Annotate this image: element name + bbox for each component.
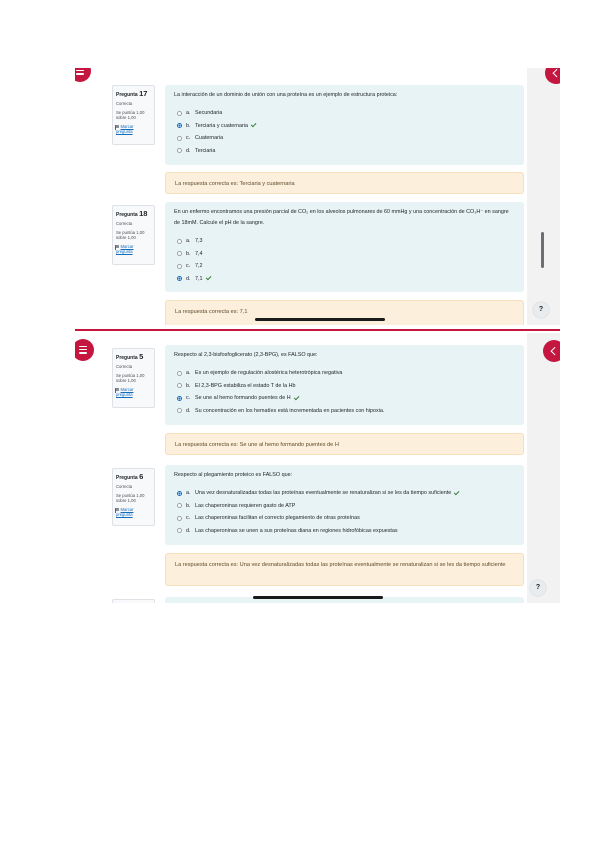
check-icon bbox=[205, 275, 211, 281]
answer-list bbox=[174, 107, 515, 157]
chevron-left-icon bbox=[551, 347, 559, 355]
answer-radio[interactable] bbox=[177, 276, 182, 281]
answer-letter: d. bbox=[186, 527, 191, 534]
answer-option[interactable] bbox=[174, 145, 515, 158]
answer-radio[interactable] bbox=[177, 383, 182, 388]
answer-option[interactable] bbox=[174, 525, 515, 538]
answer-feedback: La respuesta correcta es: Una vez desnaturalizadas todas las proteínas eventualmente se renaturalizan si se les da tiempo suficiente bbox=[165, 553, 524, 586]
answer-letter: a. bbox=[186, 110, 191, 117]
flag-label: Marcar pregunta bbox=[116, 243, 134, 254]
answer-text: 7,1 bbox=[195, 275, 203, 282]
answer-radio[interactable] bbox=[177, 396, 182, 401]
question-grade: Se puntúa 1,00 sobre 1,00 bbox=[116, 372, 145, 383]
question-text: En un enfermo encontramos una presión parcial de CO₂ en los alveolos pulmonares de 60 mmHg y una concentración de CO₃H⁻ en sangre de 18mM. Calcule el pH de la sangre. bbox=[174, 209, 509, 226]
check-icon bbox=[293, 394, 299, 400]
answer-feedback: La respuesta correcta es: Se une al hemo formando puentes de H bbox=[165, 433, 524, 455]
question-number bbox=[116, 210, 151, 219]
answer-letter: b. bbox=[186, 502, 191, 509]
answer-option[interactable] bbox=[174, 512, 515, 525]
flag-icon bbox=[116, 388, 119, 391]
answer-text: Cuaternaria bbox=[195, 135, 224, 142]
answer-text: 7,2 bbox=[195, 263, 203, 270]
answer-radio[interactable] bbox=[177, 528, 182, 533]
question-text: Respecto al 2,3-bisfosfoglicerato (2,3-BPG), es FALSO que: bbox=[174, 352, 318, 358]
page-side-strip bbox=[527, 333, 560, 603]
answer-text: Terciaria bbox=[195, 147, 216, 154]
answer-option[interactable] bbox=[174, 380, 515, 393]
question-state: Correcta bbox=[116, 221, 133, 226]
answer-text: El 2,3-BPG estabiliza el estado T de la Hb bbox=[195, 382, 296, 389]
answer-letter: d. bbox=[186, 275, 191, 282]
question-content bbox=[165, 202, 524, 292]
question-state: Correcta bbox=[116, 101, 133, 106]
answer-radio[interactable] bbox=[177, 239, 182, 244]
answer-text: Se une al hemo formando puentes de H bbox=[195, 395, 291, 402]
question-info bbox=[112, 85, 155, 145]
answer-option[interactable] bbox=[174, 367, 515, 380]
answer-list bbox=[174, 487, 515, 537]
question-state: Correcta bbox=[116, 364, 133, 369]
question-content bbox=[165, 465, 524, 545]
answer-text: Secundaria bbox=[195, 110, 223, 117]
answer-text: Las chaperoninas requieren gasto de ATP bbox=[195, 502, 296, 509]
flag-question-link[interactable] bbox=[116, 387, 151, 398]
menu-icon bbox=[79, 346, 87, 354]
answer-letter: c. bbox=[186, 263, 191, 270]
answer-list bbox=[174, 367, 515, 417]
chevron-left-icon bbox=[553, 69, 560, 77]
question-text: La interacción de un dominio de unión con una proteína es un ejemplo de estructura proteica: bbox=[174, 92, 398, 98]
page-side-strip bbox=[527, 68, 560, 325]
screenshot-divider bbox=[75, 329, 560, 331]
drawer-toggle-button[interactable] bbox=[75, 68, 91, 82]
answer-option[interactable] bbox=[174, 248, 515, 261]
answer-radio[interactable] bbox=[177, 516, 182, 521]
answer-letter: c. bbox=[186, 135, 191, 142]
answer-text: 7,3 bbox=[195, 238, 203, 245]
flag-icon bbox=[116, 508, 119, 511]
help-button[interactable]: ? bbox=[530, 580, 546, 596]
answer-letter: d. bbox=[186, 407, 191, 414]
answer-radio[interactable] bbox=[177, 503, 182, 508]
question-content bbox=[165, 85, 524, 165]
quiz-review-screenshot-1 bbox=[75, 68, 560, 325]
scrollbar-thumb[interactable] bbox=[541, 232, 544, 268]
answer-text: Su concentración en los hematíes está incrementada en pacientes con hipoxia. bbox=[195, 407, 385, 414]
flag-question-link[interactable] bbox=[116, 124, 151, 135]
answer-text: Es un ejemplo de regulación alostérica heterotrópica negativa bbox=[195, 370, 343, 377]
question-label: Pregunta bbox=[116, 212, 138, 218]
check-icon bbox=[454, 489, 460, 495]
answer-radio[interactable] bbox=[177, 123, 182, 128]
question-info-partial bbox=[112, 599, 155, 603]
answer-text: 7,4 bbox=[195, 250, 203, 257]
home-indicator bbox=[255, 318, 385, 321]
question-info bbox=[112, 205, 155, 265]
answer-radio[interactable] bbox=[177, 251, 182, 256]
question-label: Pregunta bbox=[116, 92, 138, 98]
home-indicator bbox=[253, 596, 383, 599]
question-number-value: 6 bbox=[139, 472, 144, 481]
answer-radio[interactable] bbox=[177, 408, 182, 413]
answer-option[interactable] bbox=[174, 500, 515, 513]
answer-text: Las chaperoninas facilitan el correcto plegamiento de otras proteínas bbox=[195, 515, 360, 522]
check-icon bbox=[251, 122, 257, 128]
answer-letter: c. bbox=[186, 395, 191, 402]
answer-radio[interactable] bbox=[177, 148, 182, 153]
answer-letter: b. bbox=[186, 250, 191, 257]
flag-icon bbox=[116, 125, 119, 128]
answer-option[interactable] bbox=[174, 107, 515, 120]
answer-radio[interactable] bbox=[177, 371, 182, 376]
answer-radio[interactable] bbox=[177, 136, 182, 141]
question-number-value: 17 bbox=[139, 89, 148, 98]
answer-option[interactable] bbox=[174, 392, 515, 405]
answer-feedback: La respuesta correcta es: 7,1 bbox=[165, 300, 524, 325]
question-text: Respecto al plegamiento proteico es FALSO que: bbox=[174, 472, 293, 478]
answer-letter: a. bbox=[186, 370, 191, 377]
flag-question-link[interactable] bbox=[116, 507, 151, 518]
answer-letter: a. bbox=[186, 238, 191, 245]
answer-feedback: La respuesta correcta es: Terciaria y cuaternaria bbox=[165, 172, 524, 194]
answer-option[interactable] bbox=[174, 235, 515, 248]
answer-text: Terciaria y cuaternaria bbox=[195, 122, 249, 129]
answer-list bbox=[174, 235, 515, 285]
answer-option[interactable] bbox=[174, 273, 515, 286]
question-info bbox=[112, 468, 155, 526]
answer-letter: d. bbox=[186, 147, 191, 154]
flag-label: Marcar pregunta bbox=[116, 123, 134, 134]
drawer-toggle-button[interactable] bbox=[75, 339, 94, 361]
question-number-value: 18 bbox=[139, 209, 148, 218]
question-content bbox=[165, 345, 524, 425]
question-number-value: 5 bbox=[139, 352, 144, 361]
answer-option[interactable] bbox=[174, 120, 515, 133]
answer-letter: c. bbox=[186, 515, 191, 522]
question-grade: Se puntúa 1,00 sobre 1,00 bbox=[116, 229, 145, 240]
question-number bbox=[116, 473, 151, 482]
question-info bbox=[112, 348, 155, 408]
answer-radio[interactable] bbox=[177, 111, 182, 116]
question-state: Correcta bbox=[116, 484, 133, 489]
question-grade: Se puntúa 1,00 sobre 1,00 bbox=[116, 492, 145, 503]
answer-option[interactable] bbox=[174, 405, 515, 418]
drawer-close-button[interactable] bbox=[543, 340, 560, 362]
answer-option[interactable] bbox=[174, 260, 515, 273]
answer-radio[interactable] bbox=[177, 491, 182, 496]
menu-icon bbox=[76, 68, 84, 75]
flag-question-link[interactable] bbox=[116, 244, 151, 255]
question-grade: Se puntúa 1,00 sobre 1,00 bbox=[116, 109, 145, 120]
question-number bbox=[116, 90, 151, 99]
flag-label: Marcar pregunta bbox=[116, 386, 134, 397]
quiz-review-screenshot-2 bbox=[75, 333, 560, 603]
question-number bbox=[116, 353, 151, 362]
answer-text: Una vez desnaturalizadas todas las proteínas eventualmente se renaturalizan si se les da tiempo suficiente bbox=[195, 490, 452, 497]
question-label: Pregunta bbox=[116, 355, 138, 361]
answer-option[interactable] bbox=[174, 132, 515, 145]
flag-icon bbox=[116, 245, 119, 248]
answer-letter: a. bbox=[186, 490, 191, 497]
answer-text: Las chaperoninas se unen a sus proteínas diana en regiones hidrofóbicas expuestas bbox=[195, 527, 398, 534]
flag-label: Marcar pregunta bbox=[116, 506, 134, 517]
answer-letter: b. bbox=[186, 122, 191, 129]
answer-radio[interactable] bbox=[177, 264, 182, 269]
help-button[interactable]: ? bbox=[533, 302, 549, 318]
question-label: Pregunta bbox=[116, 475, 138, 481]
answer-letter: b. bbox=[186, 382, 191, 389]
answer-option[interactable] bbox=[174, 487, 515, 500]
